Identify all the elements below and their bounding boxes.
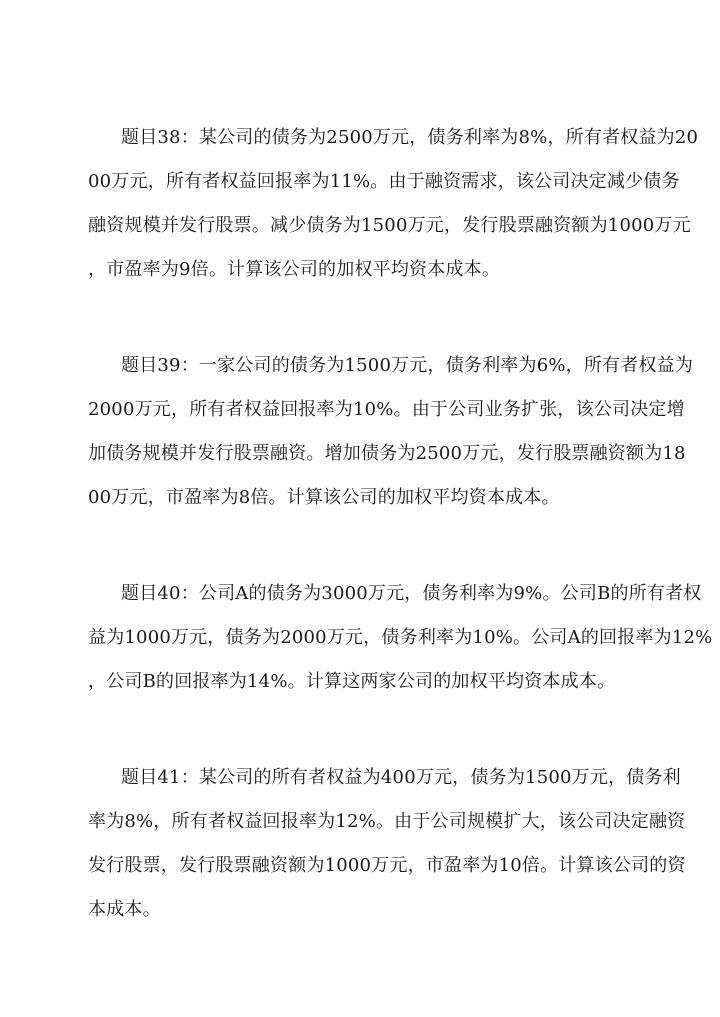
question-40-line-1: 题目40：公司A的债务为3000万元，债务利率为9%。公司B的所有者权 xyxy=(121,583,702,604)
question-39-line-4: 00万元，市盈率为8倍。计算该公司的加权平均资本成本。 xyxy=(88,487,560,508)
question-41-line-1: 题目41：某公司的所有者权益为400万元，债务为1500万元，债务利 xyxy=(121,767,681,788)
question-38-line-2: 00万元，所有者权益回报率为11%。由于融资需求，该公司决定减少债务 xyxy=(88,171,680,192)
question-39-line-2: 2000万元，所有者权益回报率为10%。由于公司业务扩张，该公司决定增 xyxy=(88,399,685,420)
question-41-line-2: 率为8%，所有者权益回报率为12%。由于公司规模扩大，该公司决定融资 xyxy=(88,811,686,832)
question-38-line-3: 融资规模并发行股票。减少债务为1500万元，发行股票融资额为1000万元 xyxy=(88,215,691,236)
question-39-line-1: 题目39：一家公司的债务为1500万元，债务利率为6%，所有者权益为 xyxy=(121,355,694,376)
question-41-line-4: 本成本。 xyxy=(88,899,161,920)
question-38-line-1: 题目38：某公司的债务为2500万元，债务利率为8%，所有者权益为20 xyxy=(121,127,699,148)
question-39-line-3: 加债务规模并发行股票融资。增加债务为2500万元，发行股票融资额为18 xyxy=(88,443,686,464)
question-40-line-3: ，公司B的回报率为14%。计算这两家公司的加权平均资本成本。 xyxy=(88,671,616,692)
question-38-line-4: ，市盈率为9倍。计算该公司的加权平均资本成本。 xyxy=(88,259,501,280)
question-40-line-2: 益为1000万元，债务为2000万元，债务利率为10%。公司A的回报率为12% xyxy=(88,627,713,648)
question-41-line-3: 发行股票，发行股票融资额为1000万元，市盈率为10倍。计算该公司的资 xyxy=(88,855,686,876)
